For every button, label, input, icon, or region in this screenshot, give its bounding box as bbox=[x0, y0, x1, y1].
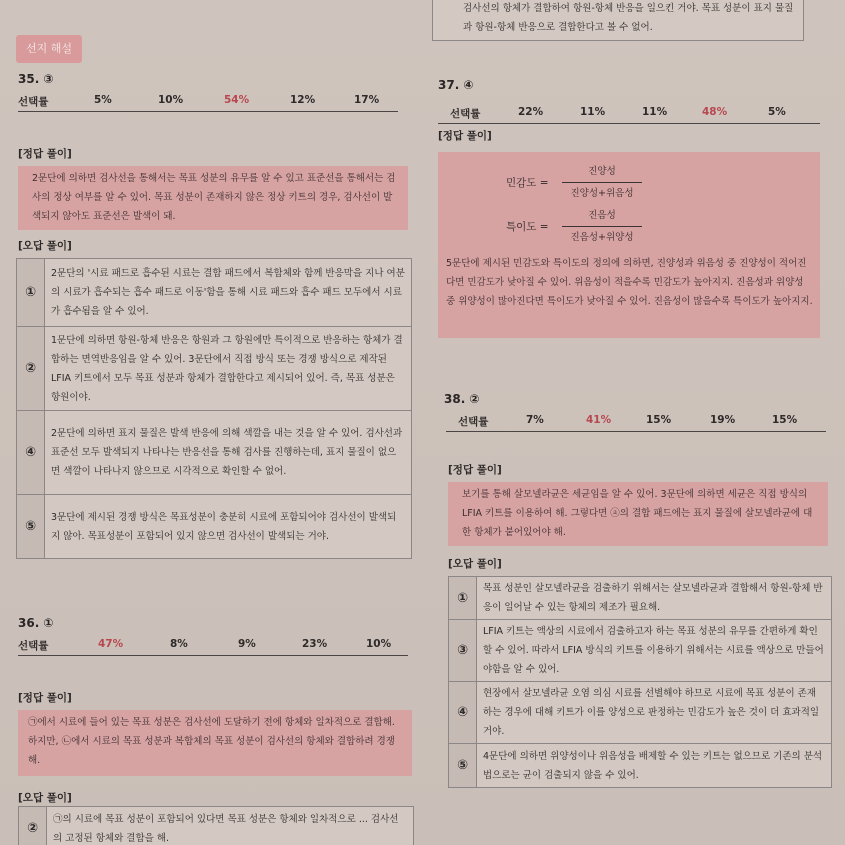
rate-1: 47% bbox=[98, 638, 124, 650]
q35-wrong-table bbox=[16, 258, 412, 559]
wrong-num: ⑤ bbox=[17, 495, 45, 559]
rate-label: 선택률 bbox=[18, 96, 49, 108]
wrong-text: LFIA 키트는 액상의 시료에서 검출하고자 하는 목표 성분의 유무를 간편하게 확인할 수 있어. 따라서 LFIA 방식의 키트를 이용하기 위해서는 시료를 액상으로 만들어야함을 알 수 있어. bbox=[477, 620, 832, 682]
wrong-text: 3문단에 제시된 경쟁 방식은 목표성분이 충분히 시료에 포함되어야 검사선이 발색되지 않아. 목표성분이 포함되어 있지 않으면 검사선이 발색되는 거야. bbox=[45, 495, 412, 559]
rate-3: 54% bbox=[224, 94, 250, 106]
sensitivity-numerator: 진양성 bbox=[588, 166, 616, 177]
rate-5: 17% bbox=[354, 94, 380, 106]
rate-3: 9% bbox=[238, 638, 256, 650]
rate-2: 10% bbox=[158, 94, 184, 106]
rate-1: 7% bbox=[526, 414, 544, 426]
question-38-number: 38. ② bbox=[444, 392, 480, 406]
wrong-text: 2문단의 '시료 패드로 흡수된 시료는 결합 패드에서 복합체와 함께 반응막을 지나 여분의 시료가 흡수되는 흡수 패드로 이동'함을 통해 시료 패드와 흡수 패드 모두에서 시료가 흡수됨을 알 수 있어. bbox=[45, 259, 412, 327]
rate-5: 15% bbox=[772, 414, 798, 426]
wrong-row bbox=[19, 807, 414, 845]
q38-selection-rate bbox=[446, 410, 826, 432]
question-37-number: 37. ④ bbox=[438, 78, 474, 92]
q37-answer-heading: [정답 풀이] bbox=[438, 130, 492, 142]
q37-answer-text: 5문단에 제시된 민감도와 특이도의 정의에 의하면, 진양성과 위음성 중 진양성이 적어진다면 민감도가 낮아질 수 있어. 위음성이 적을수록 민감도가 높아지지. 진음성과 위양성 중 위양성이 많아진다면 특이도가 낮아질 수 있어. 진음성이 많을수록 특이도가 높아지지. bbox=[446, 258, 813, 307]
q37-selection-rate bbox=[438, 102, 820, 124]
specificity-label: 특이도 = bbox=[506, 221, 549, 233]
rate-4: 12% bbox=[290, 94, 316, 106]
wrong-num: ⑤ bbox=[449, 744, 477, 788]
q36-wrong-continuation bbox=[432, 0, 804, 41]
wrong-text: ㉠의 시료에 목표 성분이 포함되어 있다면 목표 성분은 항체와 일차적으로 ... 검사선의 고정된 항체와 결합을 해. bbox=[47, 807, 414, 845]
q36-wrong-table bbox=[18, 806, 414, 845]
wrong-num: ③ bbox=[449, 620, 477, 682]
q36-wrong-heading: [오답 풀이] bbox=[18, 792, 72, 804]
wrong-text: 1문단에 의하면 항원-항체 반응은 항원과 그 항원에만 특이적으로 반응하는 항체가 결합하는 면역반응임을 알 수 있어. 3문단에서 직접 방식 또는 경쟁 방식으로 제작된 LFIA 키트에서 모두 목표 성분과 항체가 결합한다고 제시되어 있어. 즉, 목표 성분은 항원이야. bbox=[45, 327, 412, 411]
wrong-text: 현장에서 살모넬라균 오염 의심 시료를 선별해야 하므로 시료에 목표 성분이 존재하는 경우에 대해 키트가 이를 양성으로 판정하는 민감도가 높은 것이 더 효과적일거야. bbox=[477, 682, 832, 744]
specificity-fraction bbox=[562, 206, 642, 247]
q36-answer-heading: [정답 풀이] bbox=[18, 692, 72, 704]
rate-2: 41% bbox=[586, 414, 612, 426]
rate-5: 10% bbox=[366, 638, 392, 650]
rate-2: 11% bbox=[580, 106, 606, 118]
q35-selection-rate bbox=[18, 90, 398, 112]
rate-1: 22% bbox=[518, 106, 544, 118]
wrong-row bbox=[17, 411, 412, 495]
wrong-num: ④ bbox=[17, 411, 45, 495]
rate-5: 5% bbox=[768, 106, 786, 118]
wrong-text: 2문단에 의하면 표지 물질은 발색 반응에 의해 색깔을 내는 것을 알 수 있어. 검사선과 표준선 모두 발색되지 나타나는 반응선을 통해 검사를 진행하는데, 표지 물질이 없으면 색깔이 나타나지 않으므로 시각적으로 확인할 수 없어. bbox=[45, 411, 412, 495]
wrong-num: ② bbox=[17, 327, 45, 411]
wrong-text: 목표 성분인 살모넬라균을 검출하기 위해서는 살모넬라균과 결합해서 항원-항체 반응이 일어날 수 있는 항체의 제조가 필요해. bbox=[477, 577, 832, 620]
rate-4: 19% bbox=[710, 414, 736, 426]
rate-2: 8% bbox=[170, 638, 188, 650]
q36-selection-rate bbox=[18, 634, 408, 656]
q38-wrong-heading: [오답 풀이] bbox=[448, 558, 502, 570]
q37-answer-box bbox=[438, 152, 820, 338]
rate-label: 선택률 bbox=[18, 640, 49, 652]
q38-answer-box: 보기를 통해 살모넬라균은 세균임을 알 수 있어. 3문단에 의하면 세균은 직접 방식의 LFIA 키트를 이용하여 해. 그렇다면 ⓐ의 결합 패드에는 표지 물질에 살모넬라균에 대한 항체가 붙어있어야 해. bbox=[448, 482, 828, 546]
q35-answer-heading: [정답 풀이] bbox=[18, 148, 72, 160]
specificity-denominator: 진음성+위양성 bbox=[570, 232, 634, 243]
q36-answer-box: ㉠에서 시료에 들어 있는 목표 성분은 검사선에 도달하기 전에 항체와 일차적으로 결합해. 하지만, ㉡에서 시료의 목표 성분과 복합체의 목표 성분이 검사선의 항체와 결합하려 경쟁해. bbox=[18, 710, 412, 776]
specificity-numerator: 진음성 bbox=[588, 210, 616, 221]
rate-4: 23% bbox=[302, 638, 328, 650]
sensitivity-denominator: 진양성+위음성 bbox=[570, 188, 634, 199]
wrong-row bbox=[17, 259, 412, 327]
wrong-row bbox=[449, 620, 832, 682]
sensitivity-fraction bbox=[562, 162, 642, 203]
rate-3: 11% bbox=[642, 106, 668, 118]
wrong-row bbox=[17, 495, 412, 559]
wrong-row bbox=[449, 577, 832, 620]
section-tag: 선지 해설 bbox=[16, 35, 82, 63]
wrong-row bbox=[449, 682, 832, 744]
rate-3: 15% bbox=[646, 414, 672, 426]
q38-wrong-table bbox=[448, 576, 832, 788]
wrong-num: ④ bbox=[449, 682, 477, 744]
continuation-text: 검사선의 항체가 결합하여 항원-항체 반응을 일으킨 거야. 목표 성분이 표지 물질과 항원-항체 반응으로 결합한다고 볼 수 없어. bbox=[433, 0, 804, 41]
wrong-num: ② bbox=[19, 807, 47, 845]
sensitivity-label: 민감도 = bbox=[506, 177, 549, 189]
q35-answer-box: 2문단에 의하면 검사선을 통해서는 목표 성분의 유무를 알 수 있고 표준선을 통해서는 검사의 정상 여부를 알 수 있어. 목표 성분이 존재하지 않은 정상 키트의 경우, 검사선이 발색되지 않아도 표준선은 발색이 돼. bbox=[18, 166, 408, 230]
wrong-num: ① bbox=[17, 259, 45, 327]
rate-4: 48% bbox=[702, 106, 728, 118]
wrong-num: ① bbox=[449, 577, 477, 620]
wrong-row bbox=[449, 744, 832, 788]
q35-wrong-heading: [오답 풀이] bbox=[18, 240, 72, 252]
rate-label: 선택률 bbox=[458, 416, 489, 428]
question-35-number: 35. ③ bbox=[18, 72, 54, 86]
rate-1: 5% bbox=[94, 94, 112, 106]
wrong-text: 4문단에 의하면 위양성이나 위음성을 배제할 수 있는 키트는 없으므로 기존의 분석법으로는 균이 검출되지 않을 수 있어. bbox=[477, 744, 832, 788]
wrong-row bbox=[17, 327, 412, 411]
question-36-number: 36. ① bbox=[18, 616, 54, 630]
rate-label: 선택률 bbox=[450, 108, 481, 120]
q38-answer-heading: [정답 풀이] bbox=[448, 464, 502, 476]
